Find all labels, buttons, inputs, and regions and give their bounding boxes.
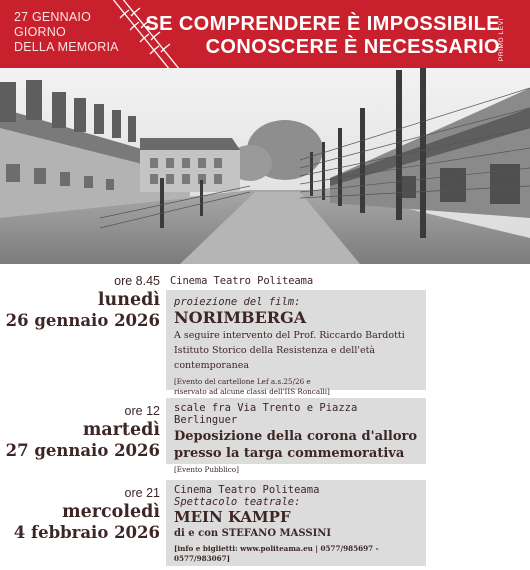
event-3-kind: Spettacolo teatrale: — [174, 496, 301, 508]
event-1-venue: Cinema Teatro Politeama — [170, 275, 314, 287]
event-3-box — [166, 480, 426, 566]
event-1-title: NORIMBERGA — [174, 308, 307, 327]
event-2-title-1: Deposizione della corona d'alloro — [174, 429, 418, 444]
event-2-venue: scale fra Via Trento e Piazza Berlinguer — [174, 402, 358, 426]
event-2-time: ore 12 — [124, 404, 160, 418]
event-2-note: [Evento Pubblico] — [174, 465, 239, 474]
event-1-box — [166, 290, 426, 396]
header-band — [0, 0, 530, 68]
event-1-detail-1: A seguire intervento del Prof. Riccardo Bardotti — [174, 330, 405, 341]
date-line-2: GIORNO — [14, 25, 66, 39]
event-2-date: 27 gennaio 2026 — [5, 441, 160, 460]
event-2-day: martedì — [82, 420, 160, 440]
event-2-box — [166, 398, 426, 474]
event-1-detail-2: Istituto Storico della Resistenza e dell'età — [174, 345, 376, 356]
event-1-date: 26 gennaio 2026 — [5, 311, 160, 330]
event-3-venue: Cinema Teatro Politeama — [174, 484, 320, 496]
camp-photo — [0, 68, 530, 264]
headline-line-2: CONOSCERE È NECESSARIO — [205, 36, 500, 58]
date-line-3: DELLA MEMORIA — [14, 40, 119, 54]
event-3-day: mercoledì — [62, 502, 160, 522]
headline-line-1: SE COMPRENDERE È IMPOSSIBILE — [145, 13, 500, 35]
event-1-detail-3: contemporanea — [174, 360, 250, 371]
event-3-when — [0, 486, 160, 543]
event-1-when — [0, 274, 160, 331]
barbed-wire-camp-photo-icon — [0, 68, 530, 264]
quote-credit: PRIMO LEVI — [497, 17, 505, 62]
headline — [145, 13, 500, 59]
event-3-time: ore 21 — [124, 486, 160, 500]
event-1-time: ore 8.45 — [114, 274, 160, 288]
event-1-note-2: riservato ad alcune classi dell'IIS Roncalli] — [174, 387, 330, 396]
event-1-kind: proiezione del film: — [174, 296, 301, 308]
event-3-info: [info e biglietti: www.politeama.eu | 0577/985697 - 0577/983067] — [174, 544, 379, 563]
event-3-title: MEIN KAMPF — [174, 508, 291, 526]
event-3-date: 4 febbraio 2026 — [13, 523, 160, 542]
event-3-subtitle: di e con STEFANO MASSINI — [174, 528, 332, 539]
event-1-day: lunedì — [97, 290, 160, 310]
event-2-when — [0, 404, 160, 461]
date-line-1: 27 GENNAIO — [14, 10, 92, 24]
event-1-note-1: [Evento del cartellone Lef a.s.25/26 e — [174, 377, 311, 386]
event-2-title-2: presso la targa commemorativa — [174, 446, 405, 461]
